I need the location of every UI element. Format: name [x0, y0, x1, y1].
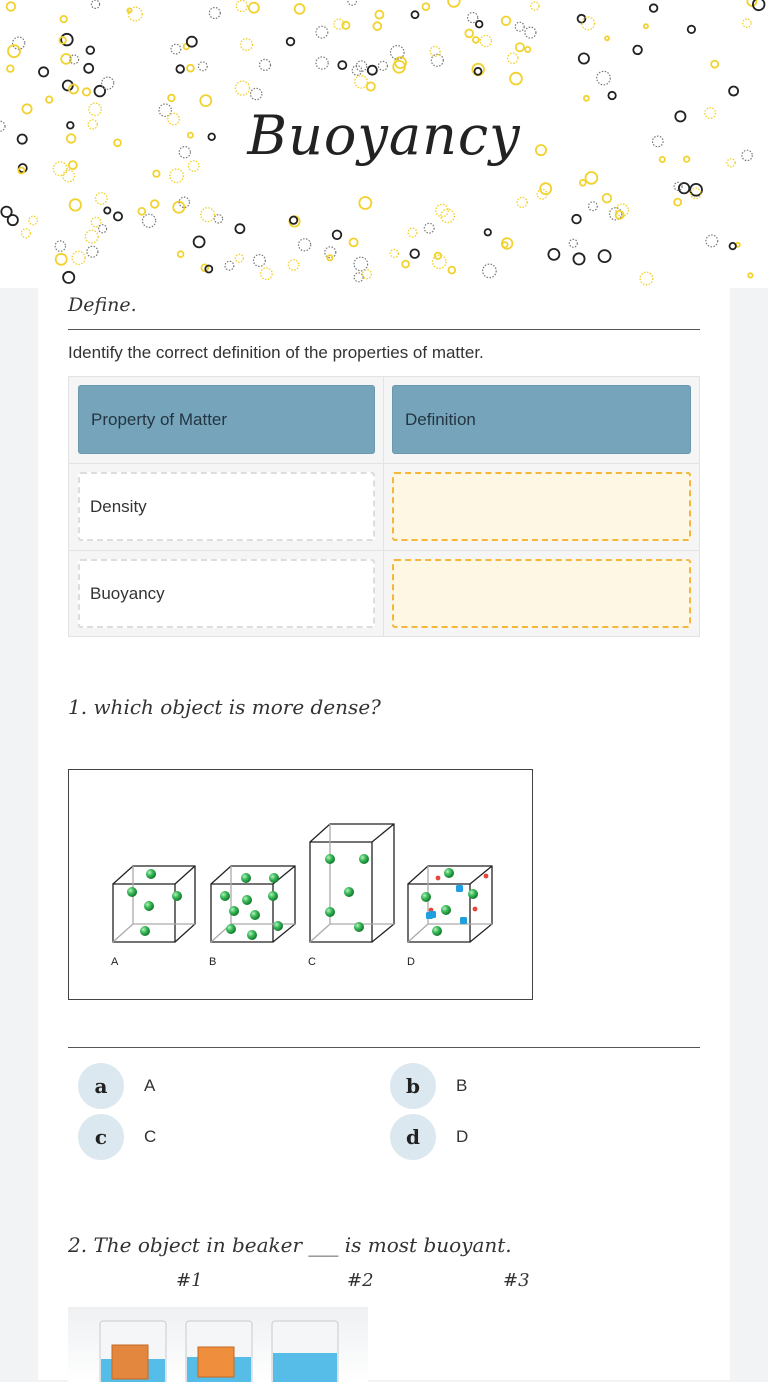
pattern-dot — [8, 215, 18, 225]
pattern-dot — [153, 171, 159, 177]
pattern-dot — [412, 11, 419, 18]
pattern-dot — [225, 261, 234, 270]
particle — [456, 885, 463, 892]
particle — [429, 911, 436, 918]
pattern-dot — [72, 251, 85, 264]
pattern-dot — [85, 230, 98, 243]
pattern-dot — [711, 61, 718, 68]
pattern-dot — [7, 2, 16, 11]
pattern-dot — [485, 229, 491, 235]
pattern-dot — [748, 273, 752, 277]
pattern-dot — [582, 17, 595, 30]
pattern-dot — [198, 62, 207, 71]
pattern-dot — [650, 4, 658, 12]
pattern-dot — [236, 1, 247, 12]
particle — [436, 876, 441, 881]
pattern-dot — [368, 66, 377, 75]
definition-dropzone-buoyancy[interactable] — [392, 559, 691, 628]
option-d-badge[interactable]: d — [390, 1114, 436, 1160]
options-divider — [68, 1047, 700, 1048]
pattern-dot — [241, 39, 253, 51]
pattern-dot — [143, 214, 156, 227]
pattern-dot — [348, 0, 357, 5]
beaker-label-1: #1 — [176, 1270, 203, 1291]
particle — [250, 910, 260, 920]
pattern-dot — [359, 197, 371, 209]
pattern-dot — [363, 270, 372, 279]
pattern-dot — [502, 17, 511, 26]
header-banner — [0, 0, 768, 288]
pattern-dot — [299, 239, 311, 251]
pattern-dot — [603, 194, 612, 203]
pattern-dot — [104, 207, 110, 213]
pattern-dot — [599, 250, 611, 262]
pattern-dot — [61, 54, 71, 64]
pattern-dot — [7, 65, 14, 72]
pattern-dot — [209, 8, 220, 19]
density-cubes-figure — [68, 769, 533, 1000]
pattern-dot — [249, 3, 259, 13]
pattern-dot — [597, 71, 611, 85]
beaker-3 — [272, 1321, 338, 1382]
pattern-dot — [367, 82, 375, 90]
pattern-dot — [424, 223, 434, 233]
pattern-dot — [29, 216, 38, 225]
definition-dropzone-density[interactable] — [392, 472, 691, 541]
pattern-dot — [586, 172, 598, 184]
pattern-dot — [260, 59, 271, 70]
pattern-dot — [410, 249, 419, 258]
pattern-dot — [516, 43, 524, 51]
pattern-dot — [151, 200, 159, 208]
pattern-dot — [465, 30, 473, 38]
pattern-dot — [84, 64, 93, 73]
pattern-dot — [201, 208, 215, 222]
particle — [172, 891, 182, 901]
pattern-dot — [290, 217, 297, 224]
pattern-dot — [390, 249, 398, 257]
pattern-dot — [743, 19, 751, 27]
particle — [220, 891, 230, 901]
particle — [144, 901, 154, 911]
cube-label-c: C — [308, 956, 316, 968]
pattern-dot — [235, 224, 244, 233]
pattern-dot — [468, 13, 478, 23]
pattern-dot — [194, 236, 205, 247]
pattern-dot — [235, 254, 243, 262]
question-2-text: 2. The object in beaker ___ is most buoyant. — [68, 1233, 512, 1257]
particle — [242, 895, 252, 905]
pattern-dot — [373, 22, 381, 30]
cube-label-d: D — [407, 956, 415, 968]
pattern-dot — [674, 199, 681, 206]
pattern-dot — [730, 243, 736, 249]
beaker-label-2: #2 — [347, 1270, 374, 1291]
pattern-dot — [70, 199, 81, 210]
pattern-dot — [354, 273, 363, 282]
pattern-dot — [8, 45, 20, 57]
pattern-dot — [356, 61, 366, 71]
particle — [421, 892, 431, 902]
pattern-dot — [473, 37, 479, 43]
section-label: Define. — [68, 294, 137, 316]
particle — [127, 887, 137, 897]
particle — [432, 926, 442, 936]
particle — [441, 905, 451, 915]
beaker-label-3: #3 — [503, 1270, 530, 1291]
pattern-dot — [679, 183, 689, 193]
particle — [460, 917, 467, 924]
particle — [484, 874, 489, 879]
pattern-dot — [95, 86, 106, 97]
option-a-text[interactable]: A — [144, 1076, 156, 1095]
pattern-dot — [316, 57, 328, 69]
particle — [229, 906, 239, 916]
pattern-dot — [138, 208, 145, 215]
pattern-dot — [325, 247, 336, 258]
option-c-badge[interactable]: c — [78, 1114, 124, 1160]
property-card-buoyancy[interactable]: Buoyancy — [78, 559, 375, 628]
pattern-dot — [287, 38, 295, 46]
worksheet-title: Buoyancy — [247, 104, 521, 167]
pattern-dot — [316, 26, 328, 38]
pattern-dot — [616, 211, 624, 219]
particle — [354, 922, 364, 932]
pattern-dot — [254, 255, 266, 267]
option-b-text[interactable]: B — [456, 1076, 468, 1095]
pattern-dot — [515, 22, 524, 31]
question-1-text: 1. which object is more dense? — [68, 695, 381, 719]
pattern-dot — [688, 26, 695, 33]
beaker-2 — [186, 1321, 252, 1382]
header-property: Property of Matter — [78, 385, 375, 454]
pattern-dot — [525, 47, 530, 52]
table-divider — [383, 377, 384, 636]
cube-label-b: B — [209, 956, 217, 968]
pattern-dot — [378, 61, 387, 70]
pattern-dot — [87, 246, 98, 257]
particle — [146, 869, 156, 879]
pattern-dot — [55, 241, 65, 251]
pattern-dot — [171, 44, 181, 54]
pattern-dot — [573, 253, 584, 264]
pattern-dot — [448, 267, 455, 274]
pattern-dot — [99, 225, 107, 233]
table-divider — [69, 550, 699, 551]
pattern-dot — [251, 88, 262, 99]
property-card-density[interactable]: Density — [78, 472, 375, 541]
pattern-dot — [170, 169, 184, 183]
particle — [359, 854, 369, 864]
beakers-photo — [68, 1307, 368, 1382]
pattern-dot — [569, 239, 577, 247]
pattern-dot — [87, 46, 95, 54]
particle — [269, 873, 279, 883]
pattern-dot — [644, 24, 648, 28]
pattern-dot — [333, 231, 342, 240]
pattern-dot — [476, 21, 483, 28]
pattern-dot — [525, 27, 536, 38]
pattern-dot — [402, 261, 409, 268]
pattern-dot — [548, 249, 559, 260]
pattern-dot — [605, 36, 609, 40]
pattern-dot — [448, 0, 460, 7]
pattern-dot — [531, 2, 539, 10]
matching-table — [68, 376, 700, 637]
pattern-dot — [706, 235, 718, 247]
option-b-badge[interactable]: b — [390, 1063, 436, 1109]
pattern-dot — [579, 53, 589, 63]
pattern-dot — [21, 229, 30, 238]
particle — [268, 891, 278, 901]
pattern-dot — [572, 215, 581, 224]
pattern-dot — [83, 88, 90, 95]
pattern-dot — [633, 46, 642, 55]
pattern-dot — [729, 87, 738, 96]
pattern-dot — [39, 67, 48, 76]
pattern-dot — [236, 81, 250, 95]
option-c-text[interactable]: C — [144, 1127, 157, 1146]
particle — [247, 930, 257, 940]
instruction-text: Identify the correct definition of the properties of matter. — [68, 343, 484, 362]
pattern-dot — [187, 37, 197, 47]
option-d-text[interactable]: D — [456, 1127, 469, 1146]
pattern-dot — [517, 197, 527, 207]
pattern-dot — [354, 257, 368, 271]
particle — [444, 868, 454, 878]
pattern-dot — [584, 96, 589, 101]
particle — [273, 921, 283, 931]
particle — [344, 887, 354, 897]
pattern-dot — [436, 204, 448, 216]
pattern-dot — [480, 35, 491, 46]
pattern-dot — [63, 272, 74, 283]
worksheet-body — [38, 288, 730, 1380]
beaker-1 — [100, 1321, 166, 1382]
pattern-dot — [640, 272, 653, 285]
pattern-dot — [91, 0, 99, 8]
pattern-dot — [288, 260, 298, 270]
pattern-dot — [352, 66, 362, 76]
header-definition: Definition — [392, 385, 691, 454]
pattern-dot — [176, 65, 184, 73]
pattern-dot — [214, 215, 222, 223]
cubes-illustration — [69, 770, 532, 999]
pattern-dot — [56, 254, 67, 265]
particle — [241, 873, 251, 883]
particle — [140, 926, 150, 936]
cube-label-a: A — [111, 956, 119, 968]
particle — [226, 924, 236, 934]
pattern-dot — [96, 193, 108, 205]
pattern-dot — [338, 61, 346, 69]
pattern-dot — [510, 73, 522, 85]
pattern-dot — [114, 212, 122, 220]
pattern-dot — [589, 202, 598, 211]
pattern-dot — [61, 16, 67, 22]
particle — [325, 854, 335, 864]
particle — [325, 907, 335, 917]
pattern-dot — [168, 95, 175, 102]
pattern-dot — [295, 4, 305, 14]
pattern-dot — [261, 268, 273, 280]
particle — [473, 907, 478, 912]
pattern-dot — [187, 65, 194, 72]
table-divider — [69, 463, 699, 464]
pattern-dot — [355, 76, 368, 89]
pattern-dot — [580, 180, 586, 186]
pattern-dot — [350, 238, 358, 246]
pattern-dot — [375, 11, 383, 19]
pattern-dot — [46, 96, 52, 102]
pattern-dot — [408, 228, 417, 237]
section-divider — [68, 329, 700, 330]
pattern-dot — [508, 53, 518, 63]
pattern-dot — [18, 168, 24, 174]
cube-c — [310, 824, 394, 942]
pattern-dot — [423, 3, 430, 10]
pattern-dot — [608, 92, 615, 99]
pattern-dot — [483, 264, 497, 278]
pattern-dot — [63, 170, 75, 182]
pattern-dot — [178, 251, 184, 257]
particle — [468, 889, 478, 899]
pattern-dot — [502, 242, 507, 247]
option-a-badge[interactable]: a — [78, 1063, 124, 1109]
pattern-dot — [327, 255, 332, 260]
pattern-dot — [475, 68, 482, 75]
